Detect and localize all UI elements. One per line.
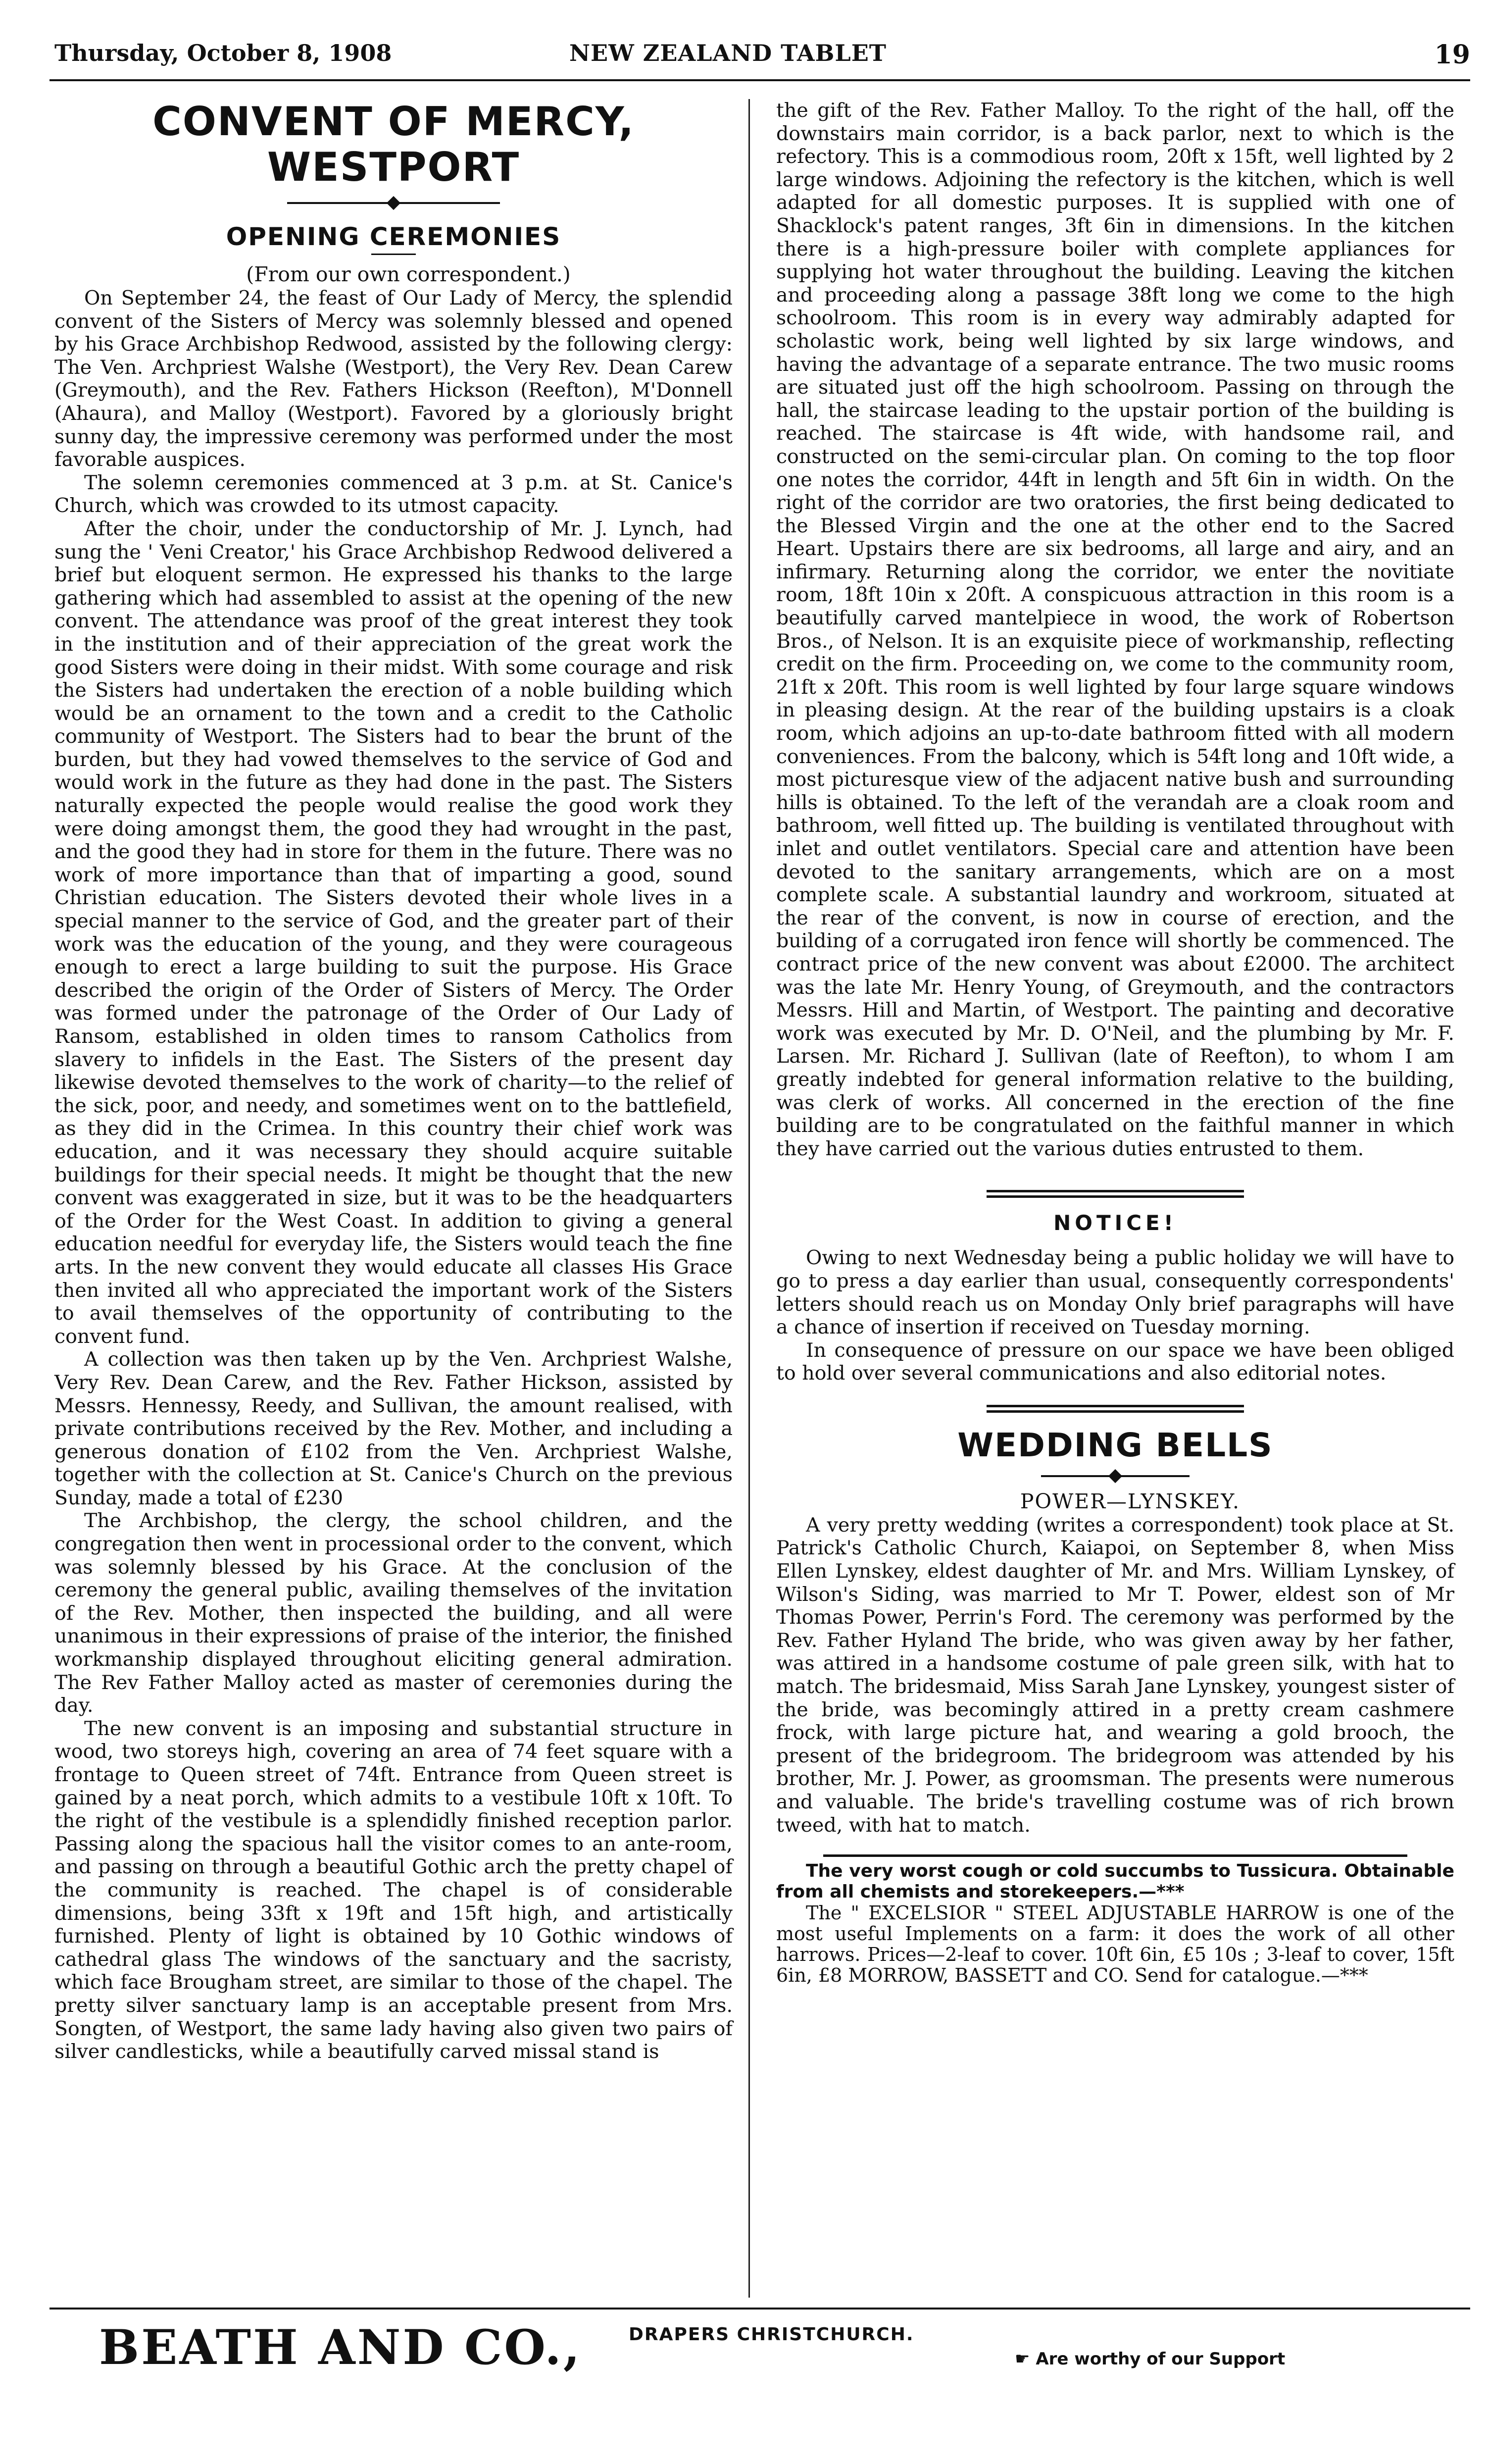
section-rule [987,1405,1244,1413]
notice-paragraph: Owing to next Wednesday being a public holiday we will have to go to press a day earlier than usual, consequently correspondents' letters should reach us on Monday Only brief paragraphs will have a chance of insertion if received on Tuesday morning. [776,1246,1454,1339]
left-column [54,99,733,2063]
wedding-headline: WEDDING BELLS [957,1426,1273,1464]
article-paragraph: A collection was then taken up by the Ven. Archpriest Walshe, Very Rev. Dean Carew, and the Rev. Father Hickson, assisted by Messrs. Hennessy, Reedy, and Sullivan, the amount realised, with private contributions received by the Rev. Mother, and including a generous donation of £102 from the Ven. Archpriest Walshe, together with the collection at St. Canice's Church on the previous Sunday, made a total of £230 [54,1348,733,1509]
page-number: 19 [1434,40,1470,70]
article-paragraph: The Archbishop, the clergy, the school children, and the congregation then went in processional order to the convent, which was solemnly blessed by his Grace. At the conclusion of the ceremony the general public, availing themselves of the invitation of the Rev. Mother, then inspected the building, and all were unanimous in their expressions of praise of the interior, the finished workmanship displayed throughout eliciting general admiration. The Rev Father Malloy acted as master of ceremonies during the day. [54,1509,733,1717]
convent-subhead: OPENING CEREMONIES [226,222,561,251]
convent-headline: CONVENT OF MERCY, WESTPORT [152,99,635,190]
footer-rule [50,2308,1470,2310]
column-divider [748,99,750,2298]
harrow-ad: The " EXCELSIOR " STEEL ADJUSTABLE HARROW is one of the most useful Implements on a farm: it does the work of all other harrows. Prices—2-leaf to cover. 10ft 6in, £5 10s ; 3-leaf to cover, 15ft 6in, £8 MORROW, BASSETT and CO. Send for catalogue.—*** [776,1902,1454,1987]
article-paragraph: The solemn ceremonies commenced at 3 p.m. at St. Canice's Church, which was crowded to its utmost capacity. [54,471,733,517]
footer-slogan: ☛ Are worthy of our Support [1015,2349,1286,2369]
short-rule [371,254,416,255]
notice-paragraph: In consequence of pressure on our space we have been obliged to hold over several communications and also editorial notes. [776,1338,1454,1385]
wedding-paragraph: A very pretty wedding (writes a correspondent) took place at St. Patrick's Catholic Church, Kaiapoi, on September 8, when Miss Ellen Lynskey, eldest daughter of Mr. and Mrs. William Lynskey, of Wilson's Siding, was married to Mr T. Power, eldest son of Mr Thomas Power, Perrin's Ford. The ceremony was performed by the Rev. Father Hyland The bride, who was given away by her father, was attired in a handsome costume of pale green silk, with hat to match. The bridesmaid, Miss Sarah Jane Lynskey, youngest sister of the bride, was becomingly attired in a pretty cream cashmere frock, with large picture hat, and wearing a gold brooch, the present of the bridegroom. The bridegroom was attended by his brother, Mr. J. Power, as groomsman. The presents were numerous and valuable. The bride's travelling costume was of rich brown tweed, with hat to match. [776,1513,1454,1837]
article-paragraph: After the choir, under the conductorship of Mr. J. Lynch, had sung the ' Veni Creator,' his Grace Archbishop Redwood delivered a brief but eloquent sermon. He expressed his thanks to the large gathering which had assembled to assist at the opening of the new convent. The attendance was proof of the great interest they took in the institution and of their appreciation of the great work the good Sisters were doing in their midst. With some courage and risk the Sisters had undertaken the erection of a noble building which would be an ornament to the town and a credit to the Catholic community of Westport. The Sisters had to bear the brunt of the burden, but they had vowed themselves to the service of God and would work in the future as they had done in the past. The Sisters naturally expected the people would realise the good work they were doing amongst them, the good they had wrought in the past, and the good they had in store for them in the future. There was no work of more importance than that of imparting a good, sound Christian education. The Sisters devoted their whole lives in a special manner to the service of God, and the greater part of their work was the education of the young, and they were courageous enough to erect a large building to suit the purpose. His Grace described the origin of the Order of Sisters of Mercy. The Order was formed under the patronage of the Order of Our Lady of Ransom, established in olden times to ransom Catholics from slavery to infidels in the East. The Sisters of the present day likewise devoted themselves to the work of charity—to the relief of the sick, poor, and needy, and sometimes went on to the battlefield, as they did in the Crimea. In this country their chief work was education, and it was necessary they should acquire suitable buildings for their special needs. It might be thought that the new convent was exaggerated in size, but it was to be the headquarters of the Order for the West Coast. In addition to giving a general education needful for everyday life, the Sisters would teach the fine arts. In the new convent they would educate all classes His Grace then invited all who appreciated the important work of the Sisters to avail themselves of the opportunity of contributing to the convent fund. [54,517,733,1348]
convent-byline: (From our own correspondent.) [246,262,571,286]
wedding-subhead: POWER—LYNSKEY. [1020,1489,1241,1513]
notice-title: NOTICE! [1053,1211,1177,1235]
article-paragraph: The new convent is an imposing and substantial structure in wood, two storeys high, covering an area of 74 feet square with a frontage to Queen street of 74ft. Entrance from Queen street is gained by a neat porch, which admits to a vestibule 10ft x 10ft. To the right of the vestibule is a splendidly finished reception parlor. Passing along the spacious hall the visitor comes to an ante-room, and passing on through a beautiful Gothic arch the pretty chapel of the community is reached. The chapel is of considerable dimensions, being 33ft x 19ft and 15ft high, and artistically furnished. Plenty of light is obtained by 10 Gothic windows of cathedral glass The windows of the sanctuary and the sacristy, which face Brougham street, are similar to those of the chapel. The pretty silver sanctuary lamp is an acceptable present from Mrs. Songten, of Westport, the same lady having also given two pairs of silver candlesticks, while a beautifully carved missal stand is [54,1717,733,2063]
footer-banner [50,2319,1470,2379]
issue-date: Thursday, October 8, 1908 [54,40,392,66]
section-rule [987,1190,1244,1198]
article-continuation: the gift of the Rev. Father Malloy. To the right of the hall, off the downstairs main corridor, is a back parlor, next to which is the refectory. This is a commodious room, 20ft x 15ft, well lighted by 2 large windows. Adjoining the refectory is the kitchen, which is well adapted for all domestic purposes. It is supplied with one of Shacklock's patent ranges, 3ft 6in in dimensions. In the kitchen there is a high-pressure boiler with complete appliances for supplying hot water throughout the building. Leaving the kitchen and proceeding along a passage 38ft long we come to the high schoolroom. This room is in every way admirably adapted for scholastic work, being well lighted by six large windows, and having the advantage of a separate entrance. The two music rooms are situated just off the high schoolroom. Passing on through the hall, the staircase leading to the upstair portion of the building is reached. The staircase is 4ft wide, with handsome rail, and constructed on the semi-circular plan. On coming to the top floor one notes the corridor, 44ft in length and 5ft 6in in width. On the right of the corridor are two oratories, the first being dedicated to the Blessed Virgin and the one at the other end to the Sacred Heart. Upstairs there are six bedrooms, all large and airy, and an infirmary. Returning along the corridor, we enter the novitiate room, 18ft 10in x 20ft. A conspicuous attraction in this room is a beautifully carved mantelpiece in wood, the work of Robertson Bros., of Nelson. It is an exquisite piece of workmanship, reflecting credit on the firm. Proceeding on, we come to the community room, 21ft x 20ft. This room is well lighted by four large square windows in pleasing design. At the rear of the building upstairs is a cloak room, which adjoins an up-to-date bathroom fitted with all modern conveniences. From the balcony, which is 54ft long and 10ft wide, a most picturesque view of the adjacent native bush and surrounding hills is obtained. To the left of the verandah are a cloak room and bathroom, well fitted up. The building is ventilated throughout with inlet and outlet ventilators. Special care and attention have been devoted to the sanitary arrangements, which are on a most complete scale. A substantial laundry and workroom, situated at the rear of the convent, is now in course of erection, and the building of a corrugated iron fence will shortly be commenced. The contract price of the new convent was about £2000. The architect was the late Mr. Henry Young, of Greymouth, and the contractors Messrs. Hill and Martin, of Westport. The painting and decorative work was executed by Mr. D. O'Neil, and the plumbing by Mr. F. Larsen. Mr. Richard J. Sullivan (late of Reefton), to whom I am greatly indebted for general information relative to the building, was clerk of works. All concerned in the erection of the fine building are to be congratulated on the faithful manner in which they have carried out the various duties entrusted to them. [776,99,1454,1160]
tussicura-ad: The very worst cough or cold succumbs to Tussicura. Obtainable from all chemists and storekeepers.—*** [776,1861,1454,1902]
ornament-rule [287,193,500,213]
advertisements [776,1861,1454,1986]
article-paragraph: On September 24, the feast of Our Lady of Mercy, the splendid convent of the Sisters of Mercy was solemnly blessed and opened by his Grace Archbishop Redwood, assisted by the following clergy: The Ven. Archpriest Walshe (Westport), the Very Rev. Dean Carew (Greymouth), and the Rev. Fathers Hickson (Reefton), M'Donnell (Ahaura), and Malloy (Westport). Favored by a gloriously bright sunny day, the impressive ceremony was performed under the most favorable auspices. [54,287,733,471]
ornament-rule [1041,1466,1190,1486]
section-rule [823,1854,1407,1857]
right-column [776,99,1454,1986]
footer-trade-line: DRAPERS CHRISTCHURCH. [629,2324,914,2345]
header-rule [50,79,1470,81]
running-head [54,40,1470,84]
footer-firm-name: BEATH AND CO., [99,2319,582,2375]
newspaper-title: NEW ZEALAND TABLET [569,40,887,66]
